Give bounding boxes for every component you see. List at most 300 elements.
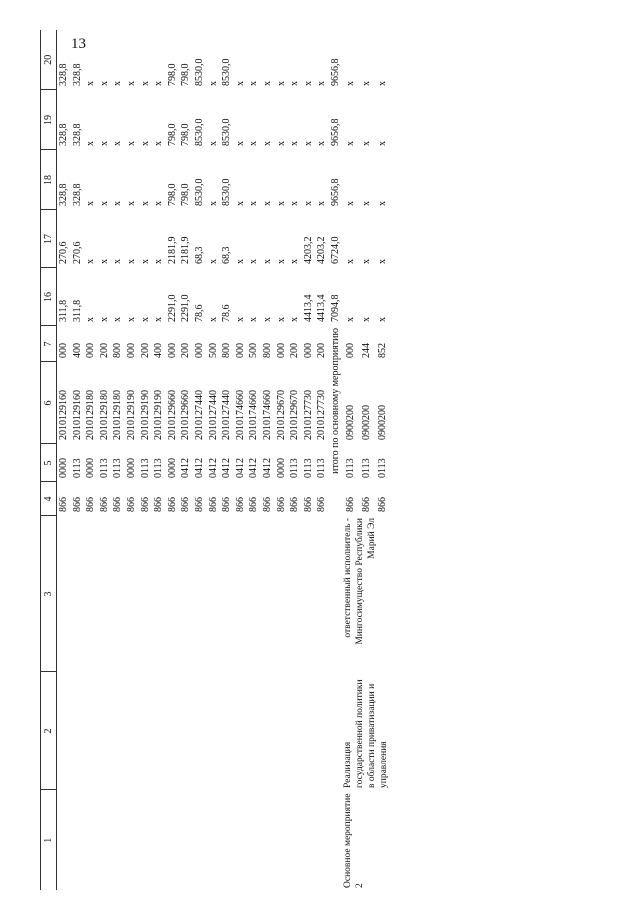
table-cell bbox=[139, 790, 153, 890]
table-cell: 8530,0 bbox=[221, 118, 233, 146]
table-cell: 000 bbox=[193, 343, 205, 358]
table-cell: 2181,9 bbox=[166, 236, 178, 264]
table-cell: 4413,4 bbox=[316, 294, 328, 322]
table-cell: x bbox=[234, 259, 246, 264]
table-cell: 800 bbox=[221, 343, 233, 358]
table-cell bbox=[234, 790, 248, 890]
table-cell bbox=[166, 790, 180, 890]
table-cell bbox=[261, 672, 275, 790]
table-cell: x bbox=[112, 81, 124, 86]
table-row bbox=[57, 30, 71, 890]
table-cell: 400 bbox=[71, 343, 83, 358]
table-cell: x bbox=[376, 201, 388, 206]
table-cell bbox=[166, 516, 180, 672]
table-cell: x bbox=[207, 201, 219, 206]
table-cell bbox=[220, 790, 234, 890]
table-cell bbox=[152, 672, 166, 790]
table-cell: 200 bbox=[98, 343, 110, 358]
table-cell bbox=[139, 516, 153, 672]
table-cell bbox=[193, 672, 207, 790]
table-cell: 78,6 bbox=[193, 304, 205, 322]
table-cell: x bbox=[261, 317, 273, 322]
table-cell: 0113 bbox=[98, 458, 110, 478]
table-cell: 866 bbox=[360, 497, 372, 512]
table-cell: x bbox=[248, 141, 260, 146]
table-cell: x bbox=[289, 141, 301, 146]
table-cell bbox=[193, 516, 207, 672]
table-cell bbox=[98, 790, 112, 890]
column-header: 20 bbox=[41, 30, 57, 90]
table-cell: 2010127730 bbox=[302, 390, 314, 440]
table-cell: 2010174660 bbox=[261, 390, 273, 440]
column-header: 2 bbox=[41, 672, 57, 790]
table-cell: 328,8 bbox=[58, 183, 69, 206]
table-cell: 0113 bbox=[344, 458, 356, 478]
table-cell: 328,8 bbox=[71, 63, 83, 86]
responsible-executor: ответственный исполнитель - Мингосимущество Республики Марий Эл bbox=[343, 518, 378, 645]
table-cell: 2010174660 bbox=[234, 390, 246, 440]
table-cell: 866 bbox=[316, 497, 328, 512]
table-cell: 000 bbox=[275, 343, 287, 358]
table-cell: 800 bbox=[112, 343, 124, 358]
table-cell: 000 bbox=[166, 343, 178, 358]
column-header: 16 bbox=[41, 268, 57, 326]
table-cell bbox=[111, 672, 125, 790]
table-cell: 866 bbox=[98, 497, 110, 512]
table-cell bbox=[98, 672, 112, 790]
table-cell: x bbox=[376, 81, 388, 86]
table-cell: x bbox=[207, 141, 219, 146]
table-cell: x bbox=[376, 317, 388, 322]
table-cell bbox=[125, 672, 139, 790]
table-cell: x bbox=[139, 259, 151, 264]
table-cell: 0113 bbox=[302, 458, 314, 478]
table-cell bbox=[71, 790, 85, 890]
table-cell: 0412 bbox=[207, 458, 219, 478]
table-cell: x bbox=[153, 259, 165, 264]
table-cell: 852 bbox=[376, 343, 388, 358]
table-cell: 328,8 bbox=[71, 183, 83, 206]
table-cell: x bbox=[85, 81, 97, 86]
table-cell: 866 bbox=[180, 497, 192, 512]
table-cell: 9656,8 bbox=[329, 178, 341, 206]
table-cell: 4203,2 bbox=[302, 236, 314, 264]
table-cell: x bbox=[261, 81, 273, 86]
table-cell: 2010129180 bbox=[98, 390, 110, 440]
table-cell: 500 bbox=[248, 343, 260, 358]
table-cell: x bbox=[234, 317, 246, 322]
table-cell: 866 bbox=[71, 497, 83, 512]
table-cell: 866 bbox=[193, 497, 205, 512]
table-cell: x bbox=[275, 141, 287, 146]
table-row bbox=[207, 30, 221, 890]
table-cell: 500 bbox=[207, 343, 219, 358]
measure-description: Реализация государственной политики в области приватизации и управления bbox=[343, 679, 390, 788]
table-cell bbox=[220, 516, 234, 672]
table-cell: 200 bbox=[289, 343, 301, 358]
table-cell: 200 bbox=[180, 343, 192, 358]
table-cell: x bbox=[289, 317, 301, 322]
table-cell: x bbox=[261, 201, 273, 206]
table-cell: x bbox=[248, 201, 260, 206]
table-row bbox=[302, 30, 316, 890]
table-cell bbox=[234, 672, 248, 790]
table-cell: x bbox=[85, 259, 97, 264]
table-cell: 328,8 bbox=[58, 63, 69, 86]
table-cell: 2010127440 bbox=[207, 390, 219, 440]
table-cell bbox=[207, 516, 221, 672]
rotated-table-sheet bbox=[40, 30, 580, 890]
table-cell bbox=[315, 516, 329, 672]
table-cell: x bbox=[248, 317, 260, 322]
table-cell bbox=[98, 516, 112, 672]
column-header: 6 bbox=[41, 362, 57, 444]
table-cell: x bbox=[234, 141, 246, 146]
table-cell: 0113 bbox=[153, 458, 165, 478]
table-cell: x bbox=[360, 81, 372, 86]
table-cell: 78,6 bbox=[221, 304, 233, 322]
table-cell: x bbox=[289, 201, 301, 206]
column-header: 18 bbox=[41, 150, 57, 210]
table-row bbox=[71, 30, 85, 890]
table-cell: 6724,0 bbox=[329, 236, 341, 264]
table-row bbox=[315, 30, 329, 890]
table-cell: x bbox=[302, 201, 314, 206]
table-cell: 0900200 bbox=[344, 405, 356, 440]
table-cell: x bbox=[275, 81, 287, 86]
table-row bbox=[261, 30, 275, 890]
table-cell bbox=[247, 790, 261, 890]
table-cell bbox=[193, 790, 207, 890]
table-cell bbox=[288, 790, 302, 890]
table-cell: 2010129670 bbox=[289, 390, 301, 440]
table-cell: 866 bbox=[344, 497, 356, 512]
table-cell bbox=[261, 516, 275, 672]
table-cell bbox=[275, 672, 289, 790]
table-cell bbox=[302, 516, 316, 672]
table-cell: x bbox=[261, 141, 273, 146]
table-cell: x bbox=[234, 81, 246, 86]
table-cell: 866 bbox=[261, 497, 273, 512]
table-cell: 798,0 bbox=[166, 123, 178, 146]
table-cell: 0113 bbox=[112, 458, 124, 478]
table-cell: x bbox=[302, 141, 314, 146]
table-cell bbox=[57, 516, 71, 672]
table-cell: 0000 bbox=[85, 458, 97, 478]
table-cell: 866 bbox=[58, 497, 69, 512]
table-cell: 2010129190 bbox=[125, 390, 137, 440]
table-cell bbox=[71, 672, 85, 790]
table-cell: 0412 bbox=[193, 458, 205, 478]
table-cell: 2010127440 bbox=[193, 390, 205, 440]
table-cell: x bbox=[125, 317, 137, 322]
table-cell: 866 bbox=[221, 497, 233, 512]
table-cell bbox=[288, 516, 302, 672]
table-cell: 2010129160 bbox=[58, 390, 69, 440]
table-cell: x bbox=[344, 81, 356, 86]
table-cell: 0900200 bbox=[376, 405, 388, 440]
table-cell: x bbox=[234, 201, 246, 206]
column-header: 5 bbox=[41, 444, 57, 482]
table-cell bbox=[84, 790, 98, 890]
table-cell: 866 bbox=[125, 497, 137, 512]
table-cell: 244 bbox=[360, 343, 372, 358]
table-cell: 8530,0 bbox=[221, 58, 233, 86]
table-cell: 0113 bbox=[360, 458, 372, 478]
table-cell: 866 bbox=[234, 497, 246, 512]
table-cell: 328,8 bbox=[58, 123, 69, 146]
table-cell: 8530,0 bbox=[193, 118, 205, 146]
table-cell bbox=[84, 672, 98, 790]
table-cell: x bbox=[289, 259, 301, 264]
table-row bbox=[125, 30, 139, 890]
table-cell: x bbox=[125, 201, 137, 206]
column-header: 3 bbox=[41, 516, 57, 672]
table-cell: x bbox=[261, 259, 273, 264]
table-cell: 2010129660 bbox=[180, 390, 192, 440]
table-cell: 200 bbox=[139, 343, 151, 358]
table-cell: 68,3 bbox=[221, 246, 233, 264]
table-cell: 270,6 bbox=[58, 241, 69, 264]
table-cell: 328,8 bbox=[71, 123, 83, 146]
total-row bbox=[329, 30, 343, 890]
column-header: 1 bbox=[41, 790, 57, 890]
table-cell: 0113 bbox=[376, 458, 388, 478]
table-cell: 8530,0 bbox=[221, 178, 233, 206]
table-cell: x bbox=[153, 141, 165, 146]
table-cell: x bbox=[125, 259, 137, 264]
table-cell bbox=[125, 516, 139, 672]
table-cell: 200 bbox=[316, 343, 328, 358]
column-header: 19 bbox=[41, 90, 57, 150]
table-cell bbox=[207, 790, 221, 890]
measure-name: Основное мероприятие 2 bbox=[343, 793, 366, 888]
table-cell: x bbox=[360, 259, 372, 264]
table-cell: x bbox=[344, 259, 356, 264]
table-body bbox=[57, 30, 391, 890]
table-cell bbox=[247, 672, 261, 790]
table-cell bbox=[220, 672, 234, 790]
table-cell: x bbox=[112, 317, 124, 322]
table-cell bbox=[234, 516, 248, 672]
table-cell bbox=[247, 516, 261, 672]
table-cell: 2010127440 bbox=[221, 390, 233, 440]
table-cell: x bbox=[98, 201, 110, 206]
table-cell: 2010129160 bbox=[71, 390, 83, 440]
table-cell: x bbox=[112, 201, 124, 206]
table-cell: 2181,9 bbox=[180, 236, 192, 264]
table-cell: 311,8 bbox=[71, 299, 83, 322]
table-cell: x bbox=[112, 259, 124, 264]
table-cell bbox=[111, 516, 125, 672]
table-cell: x bbox=[316, 141, 328, 146]
table-cell: 0412 bbox=[180, 458, 192, 478]
table-cell bbox=[179, 672, 193, 790]
table-cell: x bbox=[139, 81, 151, 86]
table-cell bbox=[152, 516, 166, 672]
table-row bbox=[111, 30, 125, 890]
table-cell: 68,3 bbox=[193, 246, 205, 264]
table-cell: x bbox=[98, 259, 110, 264]
table-cell: 866 bbox=[289, 497, 301, 512]
table-cell: 270,6 bbox=[71, 241, 83, 264]
table-cell: 0412 bbox=[248, 458, 260, 478]
table-row bbox=[275, 30, 289, 890]
table-cell: 2010129180 bbox=[112, 390, 124, 440]
table-row bbox=[342, 30, 358, 890]
table-cell bbox=[261, 790, 275, 890]
table-cell: x bbox=[139, 201, 151, 206]
table-cell: 866 bbox=[112, 497, 124, 512]
table-cell: x bbox=[360, 201, 372, 206]
table-cell: 000 bbox=[302, 343, 314, 358]
table-cell bbox=[57, 790, 71, 890]
table-cell: 798,0 bbox=[180, 183, 192, 206]
table-cell: x bbox=[360, 317, 372, 322]
table-cell bbox=[179, 790, 193, 890]
table-cell: 0000 bbox=[58, 458, 69, 478]
table-cell: x bbox=[275, 259, 287, 264]
table-row bbox=[193, 30, 207, 890]
table-cell: x bbox=[360, 141, 372, 146]
table-cell bbox=[275, 516, 289, 672]
table-cell bbox=[125, 790, 139, 890]
table-cell bbox=[179, 516, 193, 672]
table-cell: 866 bbox=[275, 497, 287, 512]
table-cell: 311,8 bbox=[58, 299, 69, 322]
table-cell: 798,0 bbox=[180, 63, 192, 86]
table-cell: 2010129180 bbox=[85, 390, 97, 440]
table-cell bbox=[207, 672, 221, 790]
table-cell bbox=[152, 790, 166, 890]
table-cell: 866 bbox=[153, 497, 165, 512]
table-row bbox=[139, 30, 153, 890]
table-cell: x bbox=[98, 81, 110, 86]
table-row bbox=[234, 30, 248, 890]
table-cell bbox=[315, 790, 329, 890]
table-cell: x bbox=[376, 259, 388, 264]
table-cell: 798,0 bbox=[166, 63, 178, 86]
table-cell: x bbox=[98, 141, 110, 146]
table-cell: 400 bbox=[153, 343, 165, 358]
table-cell bbox=[57, 672, 71, 790]
table-cell: 0113 bbox=[139, 458, 151, 478]
table-cell: x bbox=[85, 201, 97, 206]
table-cell bbox=[275, 790, 289, 890]
table-cell: 4203,2 bbox=[316, 236, 328, 264]
table-cell: 9656,8 bbox=[329, 58, 341, 86]
table-cell: x bbox=[302, 81, 314, 86]
table-cell: 9656,8 bbox=[329, 118, 341, 146]
table-cell: x bbox=[153, 317, 165, 322]
table-cell: 0113 bbox=[289, 458, 301, 478]
table-cell bbox=[302, 672, 316, 790]
table-cell: x bbox=[248, 259, 260, 264]
table-cell bbox=[315, 672, 329, 790]
table-cell: 866 bbox=[302, 497, 314, 512]
table-cell bbox=[288, 672, 302, 790]
table-cell: 2291,0 bbox=[180, 294, 192, 322]
table-row bbox=[179, 30, 193, 890]
column-header: 17 bbox=[41, 210, 57, 268]
table-cell: 7094,8 bbox=[329, 294, 341, 322]
table-cell: 2010129190 bbox=[153, 390, 165, 440]
table-cell: x bbox=[344, 141, 356, 146]
table-cell: x bbox=[207, 81, 219, 86]
table-cell: 798,0 bbox=[166, 183, 178, 206]
table-cell: x bbox=[207, 317, 219, 322]
budget-table bbox=[40, 30, 390, 890]
table-cell: x bbox=[153, 81, 165, 86]
table-cell: 0000 bbox=[275, 458, 287, 478]
column-header: 7 bbox=[41, 326, 57, 362]
table-cell: x bbox=[125, 81, 137, 86]
table-cell: 0113 bbox=[316, 458, 328, 478]
table-cell bbox=[166, 672, 180, 790]
page-number: 13 bbox=[71, 36, 86, 52]
table-cell: 866 bbox=[166, 497, 178, 512]
table-cell: 866 bbox=[85, 497, 97, 512]
table-cell: x bbox=[125, 141, 137, 146]
table-cell: 2010174660 bbox=[248, 390, 260, 440]
table-cell: 866 bbox=[376, 497, 388, 512]
table-cell bbox=[111, 790, 125, 890]
table-cell: 0412 bbox=[261, 458, 273, 478]
table-cell: x bbox=[344, 317, 356, 322]
table-cell: 4413,4 bbox=[302, 294, 314, 322]
table-cell: x bbox=[153, 201, 165, 206]
table-cell: x bbox=[289, 81, 301, 86]
table-cell: 866 bbox=[207, 497, 219, 512]
table-cell: x bbox=[139, 141, 151, 146]
table-cell: 000 bbox=[344, 343, 356, 358]
table-row bbox=[288, 30, 302, 890]
table-cell: 866 bbox=[139, 497, 151, 512]
table-row bbox=[247, 30, 261, 890]
table-cell: x bbox=[139, 317, 151, 322]
table-cell bbox=[139, 672, 153, 790]
table-cell bbox=[302, 790, 316, 890]
table-cell: x bbox=[275, 317, 287, 322]
table-row bbox=[152, 30, 166, 890]
table-cell: 2010129190 bbox=[139, 390, 151, 440]
table-cell: x bbox=[98, 317, 110, 322]
table-cell: x bbox=[344, 201, 356, 206]
table-cell: x bbox=[85, 317, 97, 322]
table-row bbox=[220, 30, 234, 890]
table-cell: 0000 bbox=[125, 458, 137, 478]
table-cell: 0412 bbox=[221, 458, 233, 478]
table-cell: 2010127730 bbox=[316, 390, 328, 440]
table-cell: 8530,0 bbox=[193, 178, 205, 206]
table-cell: 8530,0 bbox=[193, 58, 205, 86]
table-cell: 866 bbox=[248, 497, 260, 512]
table-row bbox=[84, 30, 98, 890]
table-cell: x bbox=[207, 259, 219, 264]
table-cell bbox=[71, 516, 85, 672]
table-cell: x bbox=[275, 201, 287, 206]
table-row bbox=[98, 30, 112, 890]
header-row bbox=[41, 30, 57, 890]
table-cell: 0000 bbox=[166, 458, 178, 478]
table-cell: 000 bbox=[58, 343, 69, 358]
table-cell: x bbox=[316, 81, 328, 86]
table-cell: x bbox=[85, 141, 97, 146]
table-cell: 800 bbox=[261, 343, 273, 358]
total-row-label: итого по основному мероприятию bbox=[329, 328, 341, 474]
table-row bbox=[166, 30, 180, 890]
table-cell: 0900200 bbox=[360, 405, 372, 440]
